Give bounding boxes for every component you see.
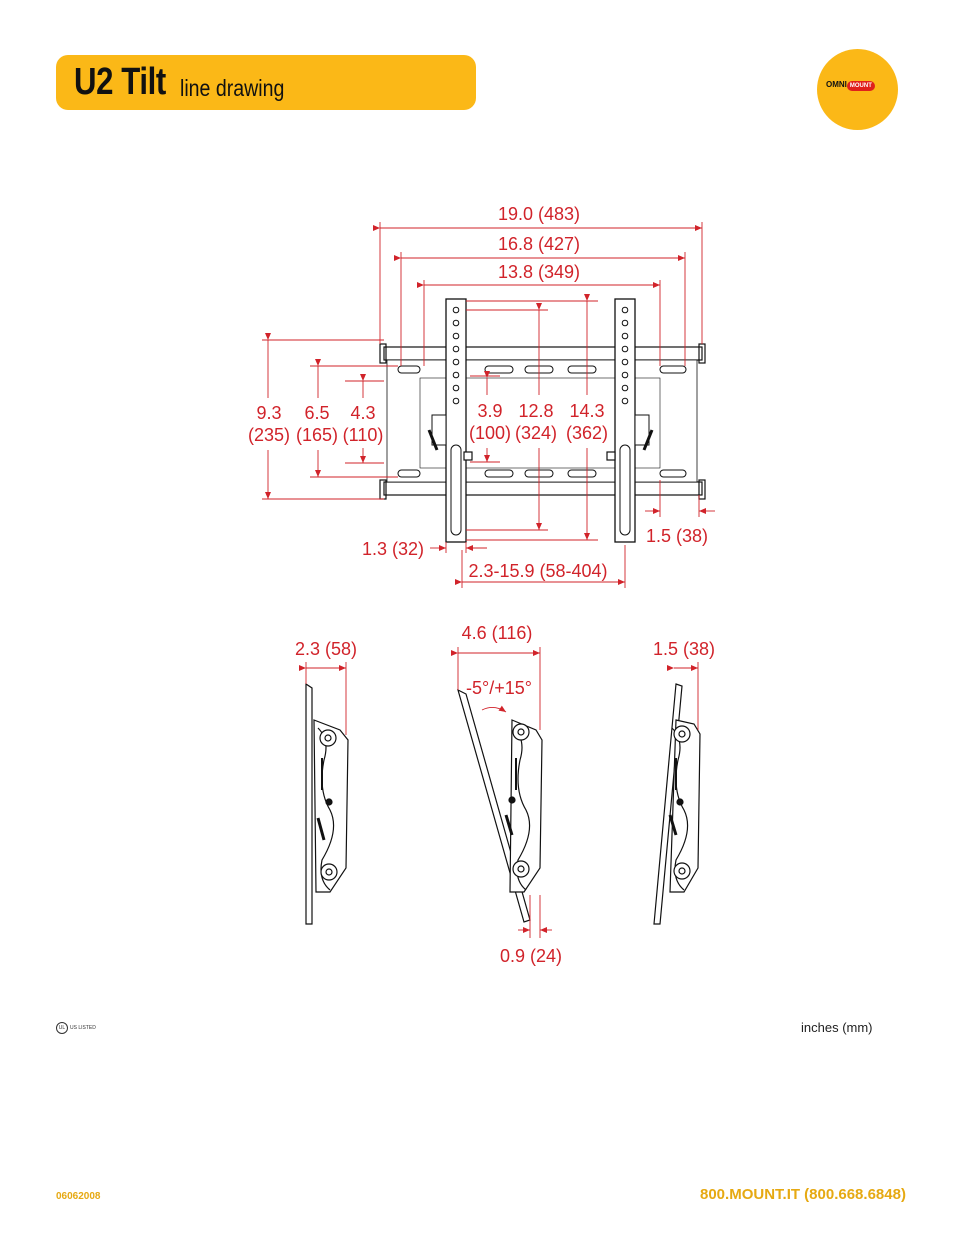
dim-vert-3-mm: (362): [565, 423, 609, 443]
dim-height-1-mm: (235): [247, 425, 291, 445]
dim-height-3-in: 4.3: [350, 403, 376, 423]
dim-height-3-mm: (110): [342, 425, 384, 445]
dim-vert-2-in: 12.8: [518, 401, 554, 421]
side-view-center: [458, 690, 542, 922]
dim-side-depth-center: 4.6 (116): [461, 623, 533, 643]
dim-width-3: 13.8 (349): [497, 262, 581, 282]
dim-side-depth-right: 1.5 (38): [652, 639, 716, 659]
dim-height-1-in: 9.3: [256, 403, 282, 423]
dim-offset-right: 1.5 (38): [646, 526, 709, 546]
dim-arm-spacing: 2.3-15.9 (58-404): [468, 561, 608, 581]
side-view-right: [654, 684, 700, 924]
document-code: 06062008: [56, 1191, 101, 1202]
dim-vert-1-mm: (100): [468, 423, 512, 443]
dim-offset-left: 1.3 (32): [361, 539, 424, 559]
dim-side-depth-left: 2.3 (58): [294, 639, 358, 659]
ul-text: US LISTED: [70, 1025, 96, 1031]
side-view-left: [306, 684, 348, 924]
dim-height-2-in: 6.5: [304, 403, 330, 423]
logo-omni: OMNI: [826, 80, 847, 89]
phone-number: 800.MOUNT.IT (800.668.6848): [700, 1186, 906, 1203]
dim-side-depth-bottom: 0.9 (24): [499, 946, 563, 966]
logo-mount: MOUNT: [847, 81, 875, 91]
dim-vert-2-mm: (324): [514, 423, 558, 443]
page-title: U2 Tilt: [74, 61, 166, 103]
dim-vert-1-in: 3.9: [477, 401, 503, 421]
dim-overall-width: 19.0 (483): [497, 204, 581, 224]
ul-icon: UL: [56, 1022, 68, 1034]
units-note: inches (mm): [801, 1020, 873, 1035]
dim-tilt-range: -5°/+15°: [466, 678, 532, 698]
page-subtitle: line drawing: [180, 75, 285, 101]
dim-width-2: 16.8 (427): [497, 234, 581, 254]
ul-listed-mark: [56, 1022, 96, 1034]
dim-height-2-mm: (165): [295, 425, 339, 445]
dim-vert-3-in: 14.3: [569, 401, 605, 421]
